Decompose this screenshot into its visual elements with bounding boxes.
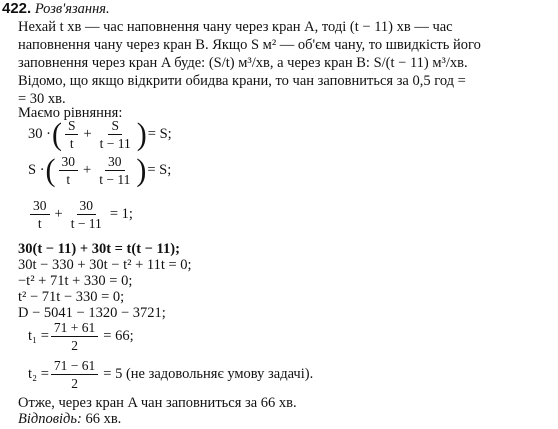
text-line: наповнення чану через кран B. Якщо S м² — об'єм чану, то швидкість його — [18, 37, 481, 53]
root-2 — [28, 358, 316, 391]
root2-result: = 5 (не задовольняє умову задачі). — [103, 366, 314, 382]
answer-value: 66 хв. — [85, 411, 122, 427]
step-line: t² − 71t − 330 = 0; — [18, 289, 125, 305]
root1-result: = 66; — [103, 328, 134, 344]
root2-var: t₂ = — [28, 366, 49, 382]
numerator: 30 — [105, 154, 125, 171]
answer-label: Відповідь: — [18, 411, 82, 427]
equation-3 — [28, 198, 136, 231]
denominator: t — [69, 136, 74, 151]
plus-sign: + — [83, 126, 92, 142]
step-line: −t² + 71t + 330 = 0; — [18, 273, 133, 289]
numerator: S — [108, 118, 122, 135]
right-paren: ) — [136, 116, 147, 152]
equation-1 — [28, 118, 172, 151]
fraction — [51, 320, 98, 353]
denominator: t − 11 — [99, 172, 131, 187]
denominator: t — [66, 172, 71, 187]
text-line: = 30 хв. — [18, 91, 66, 107]
text-line: Маємо рівняння: — [18, 105, 123, 121]
step-line: 30t − 330 + 30t − t² + 11t = 0; — [18, 257, 192, 273]
numerator: S — [65, 118, 79, 135]
step-line: 30(t − 11) + 30t = t(t − 11); — [18, 241, 180, 257]
problem-header — [2, 0, 110, 18]
numerator: 71 + 61 — [51, 320, 98, 337]
equation-2 — [28, 154, 171, 187]
left-paren: ( — [45, 152, 56, 188]
fraction — [97, 118, 134, 151]
denominator: 2 — [71, 338, 78, 353]
eq3-right: = 1; — [109, 206, 133, 222]
eq2-right: = S; — [147, 162, 172, 178]
answer-line — [18, 410, 121, 428]
numerator: 71 − 61 — [51, 358, 98, 375]
step-line: D − 5041 − 1320 − 3721; — [18, 305, 166, 321]
root-1 — [28, 320, 137, 353]
numerator: 30 — [77, 198, 97, 215]
fraction — [96, 154, 133, 187]
text-line: заповнення через кран A буде: (S/t) м³/хв, а через кран B: S/(t − 11) м³/хв. — [18, 55, 468, 71]
denominator: t − 11 — [99, 136, 131, 151]
problem-number: 422. — [2, 0, 32, 17]
fraction — [51, 358, 98, 391]
fraction — [68, 198, 105, 231]
plus-sign: + — [83, 162, 92, 178]
conclusion-line: Отже, через кран A чан заповниться за 66 хв. — [18, 395, 297, 411]
fraction — [30, 198, 50, 231]
plus-sign: + — [54, 206, 63, 222]
eq1-left: 30 · — [28, 126, 51, 142]
solution-title: Розв'язання. — [34, 1, 110, 17]
denominator: t — [37, 216, 42, 231]
eq2-left: S · — [28, 162, 45, 178]
left-paren: ( — [51, 116, 62, 152]
fraction — [65, 118, 79, 151]
root1-var: t₁ = — [28, 328, 49, 344]
numerator: 30 — [30, 198, 50, 215]
denominator: 2 — [71, 376, 78, 391]
text-line: Нехай t хв — час наповнення чану через кран A, тоді (t − 11) хв — час — [18, 19, 453, 35]
text-line: Відомо, що якщо відкрити обидва крани, то чан заповниться за 0,5 год = — [18, 73, 466, 89]
numerator: 30 — [59, 154, 79, 171]
fraction — [59, 154, 79, 187]
denominator: t − 11 — [70, 216, 102, 231]
right-paren: ) — [136, 152, 147, 188]
eq1-right: = S; — [147, 126, 172, 142]
